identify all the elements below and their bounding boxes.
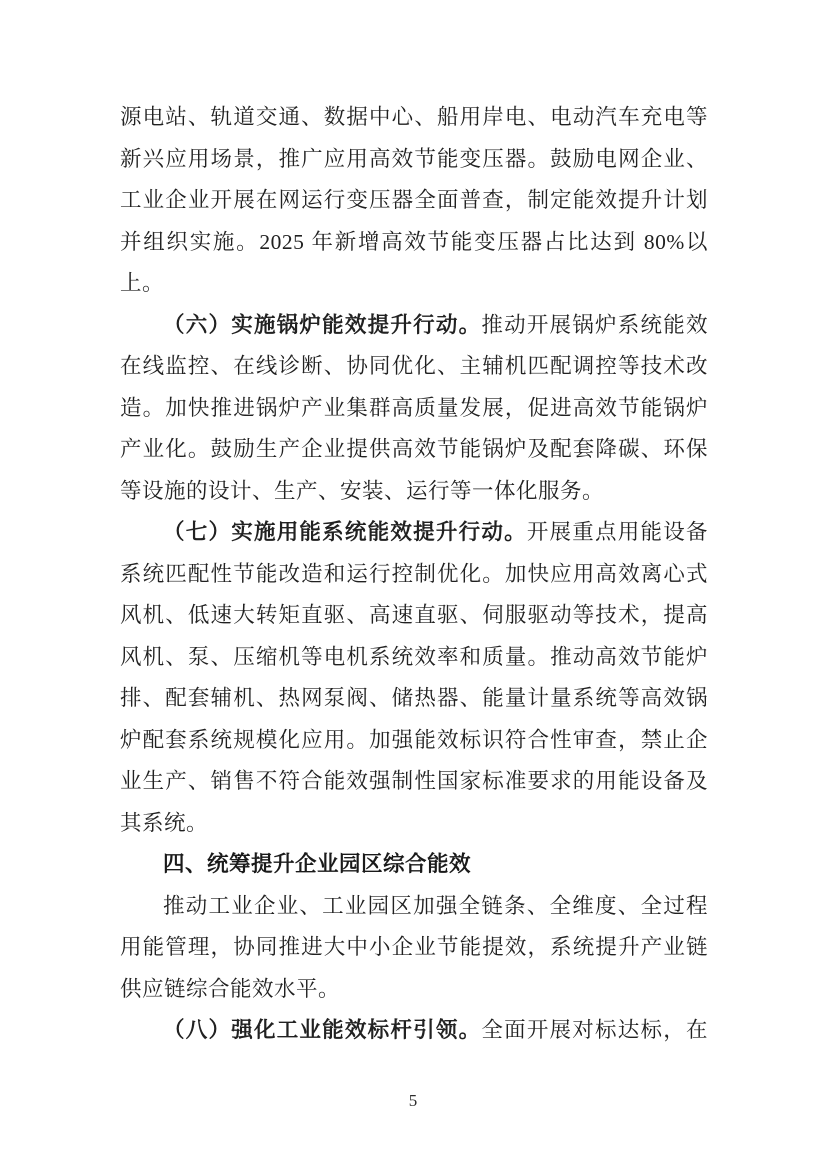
paragraph-continuation	[120, 97, 708, 305]
section-heading: 四、统筹提升企业园区综合能效	[163, 852, 472, 876]
paragraph-lead: （六）实施锅炉能效提升行动。	[163, 312, 482, 337]
paragraph-text: 推动开展锅炉系统能效在线监控、在线诊断、协同优化、主辅机匹配调控等技术改造。加快推进锅炉产业集群高质量发展，促进高效节能锅炉产业化。鼓励生产企业提供高效节能锅炉及配套降碳、环保等设施的设计、生产、安装、运行等一体化服务。	[120, 312, 708, 503]
paragraph-text: 推动工业企业、工业园区加强全链条、全维度、全过程用能管理，协同推进大中小企业节能提效，系统提升产业链供应链综合能效水平。	[120, 893, 708, 1001]
paragraph-text: 全面开展对标达标，在	[481, 1018, 708, 1042]
paragraph-lead: （七）实施用能系统能效提升行动。	[163, 520, 527, 544]
paragraph-lead: （八）强化工业能效标杆引领。	[163, 1018, 482, 1042]
paragraph-text: 源电站、轨道交通、数据中心、船用岸电、电动汽车充电等新兴应用场景，推广应用高效节能变压器。鼓励电网企业、工业企业开展在网运行变压器全面普查，制定能效提升计划并组织实施。2025 年新增高效节能变压器占比达到 80%以上。	[120, 105, 708, 295]
paragraph-item-7	[120, 512, 708, 844]
document-body	[120, 97, 708, 1052]
paragraph-item-6	[120, 305, 708, 513]
page-number: 5	[408, 1091, 418, 1110]
paragraph-text: 开展重点用能设备系统匹配性节能改造和运行控制优化。加快应用高效离心式风机、低速大转矩直驱、高速直驱、伺服驱动等技术，提高风机、泵、压缩机等电机系统效率和质量。推动高效节能炉排、配套辅机、热网泵阀、储热器、能量计量系统等高效锅炉配套系统规模化应用。加强能效标识符合性审查，禁止企业生产、销售不符合能效强制性国家标准要求的用能设备及其系统。	[120, 520, 708, 835]
paragraph-section-intro	[120, 886, 708, 1011]
paragraph-item-8	[120, 1010, 708, 1052]
